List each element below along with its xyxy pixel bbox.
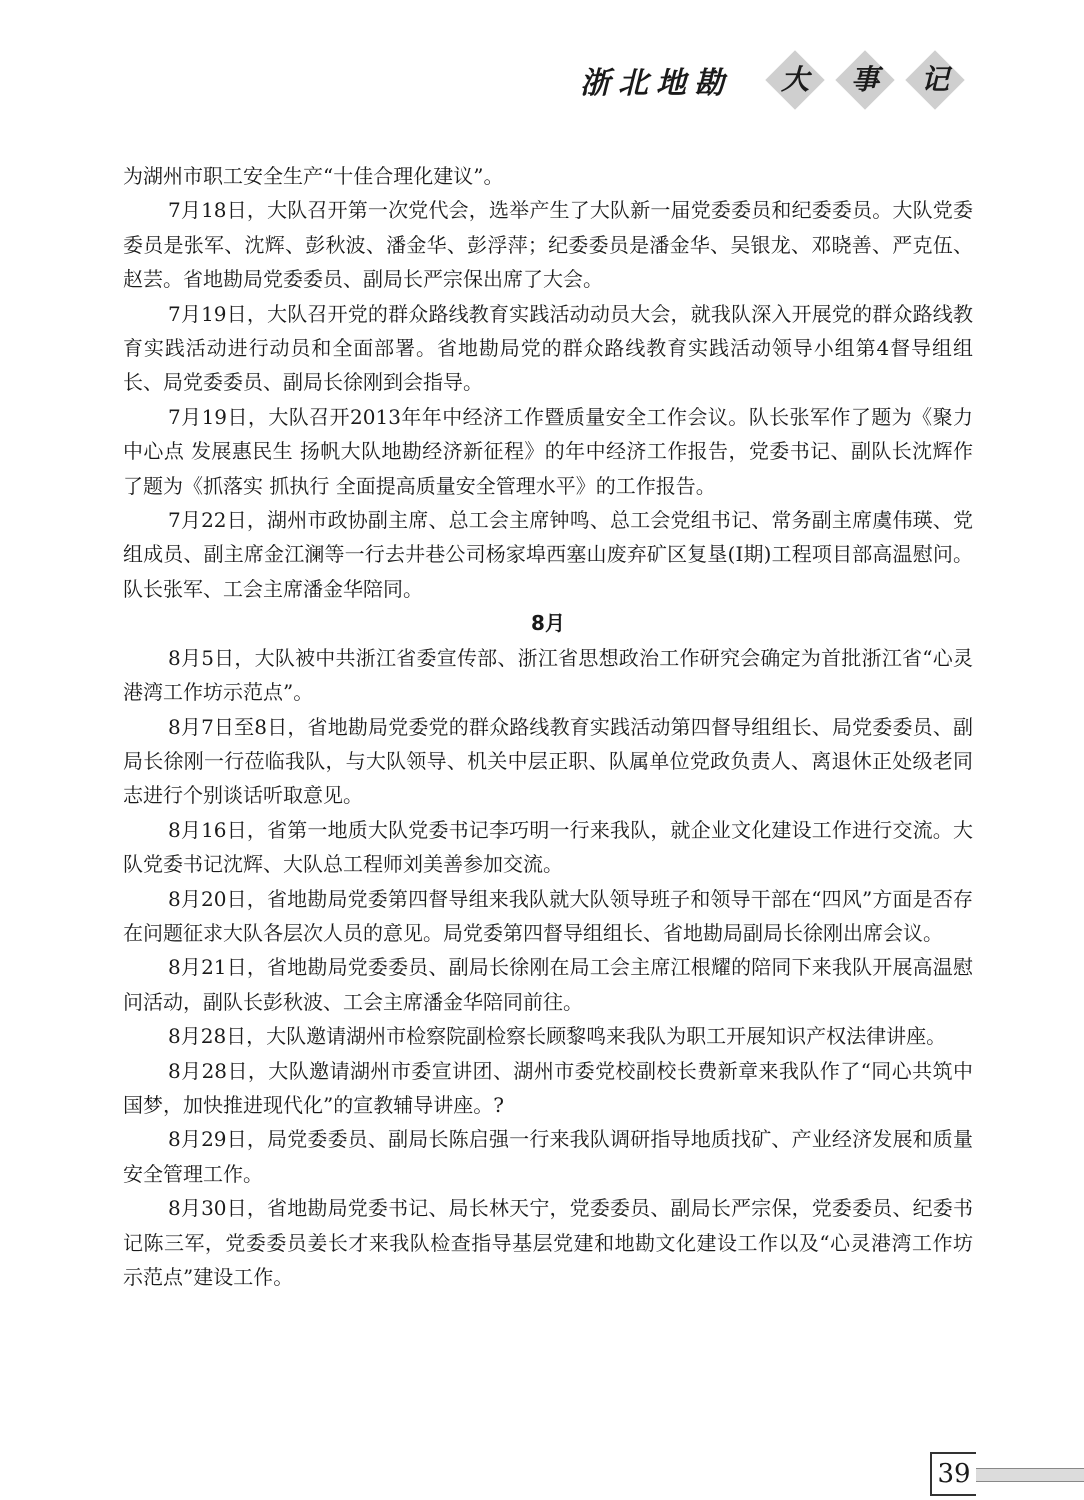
header-brand: 浙北地勘: [580, 66, 732, 101]
paragraph: 8月28日，大队邀请湖州市委宣讲团、湖州市委党校副校长费新章来我队作了“同心共筑中国梦，加快推进现代化”的宣教辅导讲座。?: [123, 1058, 973, 1117]
paragraph: 8月20日，省地勘局党委第四督导组来我队就大队领导班子和领导干部在“四风”方面是否存在问题征求大队各层次人员的意见。局党委第四督导组组长、省地勘局副局长徐刚出席会议。: [123, 886, 973, 945]
paragraph: 7月19日，大队召开2013年年中经济工作暨质量安全工作会议。队长张军作了题为《聚力中心点 发展惠民生 扬帆大队地勘经济新征程》的年中经济工作报告，党委书记、副队长沈辉作了题为《抓落实 抓执行 全面提高质量安全管理水平》的工作报告。: [123, 404, 973, 498]
paragraph: 8月28日，大队邀请湖州市检察院副检察长顾黎鸣来我队为职工开展知识产权法律讲座。: [168, 1024, 947, 1049]
paragraph: 为湖州市职工安全生产“十佳合理化建议”。: [123, 164, 504, 188]
paragraph: 8月30日，省地勘局党委书记、局长林天宁，党委委员、副局长严宗保，党委委员、纪委书记陈三军，党委委员姜长才来我队检查指导基层党建和地勘文化建设工作以及“心灵港湾工作坊示范点”建设工作。: [123, 1196, 973, 1289]
header-char: 记: [920, 63, 949, 96]
month-heading: 8月: [531, 611, 565, 636]
header-diamond-3: [906, 51, 964, 109]
header-char: 事: [850, 63, 879, 96]
paragraph: 7月19日，大队召开党的群众路线教育实践活动动员大会，就我队深入开展党的群众路线教育实践活动进行动员和全面部署。省地勘局党的群众路线教育实践活动领导小组第4督导组组长、局党委委员、副局长徐刚到会指导。: [123, 301, 973, 395]
paragraph: 8月29日，局党委委员、副局长陈启强一行来我队调研指导地质找矿、产业经济发展和质量安全管理工作。: [123, 1127, 973, 1186]
paragraph: 8月16日，省第一地质大队党委书记李巧明一行来我队，就企业文化建设工作进行交流。大队党委书记沈辉、大队总工程师刘美善参加交流。: [123, 817, 973, 877]
paragraph: 7月18日，大队召开第一次党代会，选举产生了大队新一届党委委员和纪委委员。大队党委委员是张军、沈辉、彭秋波、潘金华、彭浮萍；纪委委员是潘金华、吴银龙、邓晓善、严克伍、赵芸。省地勘局党委委员、副局长严宗保出席了大会。: [123, 198, 973, 292]
paragraph: 8月21日，省地勘局党委委员、副局长徐刚在局工会主席江根耀的陪同下来我队开展高温慰问活动，副队长彭秋波、工会主席潘金华陪同前往。: [123, 955, 973, 1014]
header-char: 大: [780, 63, 809, 96]
header-diamond-2: [836, 51, 894, 109]
page-number: 39: [930, 1452, 976, 1496]
header-diamond-1: [766, 51, 824, 109]
paragraph: 8月7日至8日，省地勘局党委党的群众路线教育实践活动第四督导组组长、局党委委员、副局长徐刚一行莅临我队，与大队领导、机关中层正职、队属单位党政负责人、离退休正处级老同志进行个别谈话听取意见。: [123, 714, 973, 808]
page-bar-decoration: [976, 1468, 1084, 1482]
paragraph: 8月5日，大队被中共浙江省委宣传部、浙江省思想政治工作研究会确定为首批浙江省“心灵港湾工作坊示范点”。: [123, 645, 973, 705]
body-text: [123, 159, 973, 1294]
paragraph: 7月22日，湖州市政协副主席、总工会主席钟鸣、总工会党组书记、常务副主席虞伟瑛、党组成员、副主席金江澜等一行去井巷公司杨家埠西塞山废弃矿区复垦(Ⅰ期)工程项目部高温慰问。队长张军、工会主席潘金华陪同。: [123, 508, 973, 601]
page-footer: [930, 1452, 1084, 1500]
running-header: [580, 50, 964, 110]
